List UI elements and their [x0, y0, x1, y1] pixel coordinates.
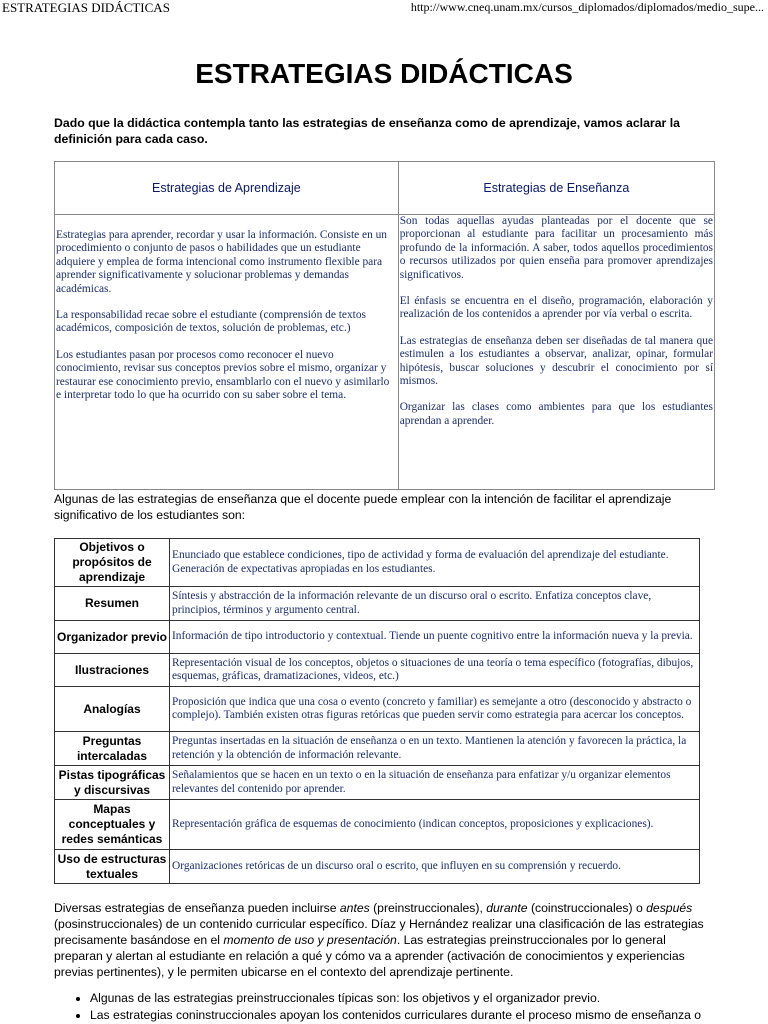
header-page-title: ESTRATEGIAS DIDÁCTICAS [2, 0, 170, 15]
strategy-row [55, 687, 700, 732]
ensenanza-cell [398, 215, 714, 490]
col-header-ensenanza: Estrategias de Enseñanza [398, 162, 714, 215]
aprendizaje-cell [55, 215, 399, 490]
strategy-term: Uso de estructuras textuales [55, 850, 170, 884]
strategy-row [55, 732, 700, 766]
strategy-row [55, 587, 700, 621]
aprendizaje-paragraph: Estrategias para aprender, recordar y usar la información. Consiste en un procedimiento o conjunto de pasos o habilidades que un estudiante adquiere y emplea de forma intencional como instrumento flexible para aprender significativamente y solucionar problemas y demandas académicas. [56, 229, 388, 295]
aprendizaje-paragraph: La responsabilidad recae sobre el estudiante (comprensión de textos académicos, composición de textos, solución de problemas, etc.) [56, 309, 366, 335]
list-item: • Las estrategias coninstruccionales apoyan los contenidos curriculares durante el proceso mismo de enseñanza o [90, 1007, 752, 1024]
strategy-definition: Preguntas insertadas en la situación de enseñanza o en un texto. Mantienen la atención y favorecen la práctica, la retención y la obtención de información relevante. [170, 732, 700, 766]
strategy-row [55, 850, 700, 884]
strategy-term: Mapas conceptuales y redes semánticas [55, 800, 170, 850]
strategy-term: Objetivos o propósitos de aprendizaje [55, 539, 170, 587]
ensenanza-paragraph: Organizar las clases como ambientes para que los estudiantes aprendan a aprender. [399, 401, 713, 427]
strategy-definition: Proposición que indica que una cosa o evento (concreto y familiar) es semejante a otro (desconocido y abstracto o complejo). También existen otras figuras retóricas que pueden servir como estrategia para acercar los conceptos. [170, 687, 700, 732]
strategy-definition: Señalamientos que se hacen en un texto o en la situación de enseñanza para enfatizar y/u organizar elementos relevantes del contenido por aprender. [170, 766, 700, 800]
strategy-row [55, 800, 700, 850]
emphasis-despues: después [646, 901, 693, 915]
strategy-definition: Enunciado que establece condiciones, tipo de actividad y forma de evaluación del aprendizaje del estudiante. Generación de expectativas apropiadas en los estudiantes. [170, 539, 700, 587]
strategy-term: Preguntas intercaladas [55, 732, 170, 766]
strategy-row [55, 766, 700, 800]
strategy-row [55, 539, 700, 587]
timing-paragraph [54, 900, 716, 980]
strategy-definition: Representación visual de los conceptos, objetos o situaciones de una teoría o tema específico (fotografías, dibujos, esquemas, gráficas, dramatizaciones, videos, etc.) [170, 654, 700, 687]
strategy-definition: Organizaciones retóricas de un discurso oral o escrito, que influyen en su comprensión y recuerdo. [170, 850, 700, 884]
strategy-row [55, 654, 700, 687]
strategy-bullets [54, 990, 752, 1024]
emphasis-momento: momento de uso y presentación [223, 933, 397, 947]
strategies-table [54, 538, 700, 884]
text-run: (posinstruccionales) de un contenido curricular específico. Díaz y Hernández realizar una clasificación de las estrategias precisamente basándose en el [54, 917, 704, 947]
emphasis-antes: antes [339, 901, 370, 915]
strategies-lead-paragraph: Algunas de las estrategias de enseñanza que el docente puede emplear con la intención de facilitar el aprendizaje significativo de los estudiantes son: [54, 492, 672, 522]
header-url[interactable]: http://www.cneq.unam.mx/cursos_diplomados/diplomados/medio_supe... [410, 0, 764, 14]
text-run: (coinstruccionales) o [527, 901, 647, 915]
strategy-row [55, 621, 700, 654]
strategy-term: Organizador previo [55, 621, 170, 654]
list-item: • Algunas de las estrategias preinstruccionales típicas son: los objetivos y el organizador previo. [90, 990, 752, 1007]
aprendizaje-paragraph: Los estudiantes pasan por procesos como reconocer el nuevo conocimiento, revisar sus conceptos previos sobre el mismo, organizar y restaurar ese conocimiento previo, ensamblarlo con el nuevo y asimilarlo e interpretar todo lo que ha ocurrido con su saber sobre el tema. [56, 348, 390, 402]
strategy-term: Ilustraciones [55, 654, 170, 687]
strategy-definition: Información de tipo introductorio y contextual. Tiende un puente cognitivo entre la información nueva y la previa. [170, 621, 700, 654]
ensenanza-paragraph: Las estrategias de enseñanza deben ser diseñadas de tal manera que estimulen a los estudiantes a observar, analizar, opinar, formular hipótesis, buscar soluciones y descubrir el conocimiento por sí mismos. [399, 334, 713, 388]
strategy-definition: Síntesis y abstracción de la información relevante de un discurso oral o escrito. Enfatiza conceptos clave, principios, términos y argumento central. [170, 587, 700, 621]
ensenanza-paragraph: Son todas aquellas ayudas planteadas por el docente que se proporcionan al estudiante para facilitar un procesamiento más profundo de la información. A saber, todos aquellos procedimientos o recursos utilizados por quien enseña para promover aprendizajes significativos. [399, 215, 713, 281]
text-run: (preinstruccionales), [369, 901, 487, 915]
strategy-term: Resumen [55, 587, 170, 621]
strategy-term: Analogías [55, 687, 170, 732]
col-header-aprendizaje: Estrategias de Aprendizaje [55, 162, 399, 215]
comparison-table [54, 161, 715, 490]
page-title: ESTRATEGIAS DIDÁCTICAS [195, 58, 573, 89]
intro-paragraph: Dado que la didáctica contempla tanto las estrategias de enseñanza como de aprendizaje, vamos aclarar la definición para cada caso. [54, 116, 681, 146]
text-run: . Las estrategias preinstruccionales por lo general preparan y alertan al estudiante en relación a qué y cómo va a aprender (activación de conocimientos y experiencias previas pertinentes), y le permiten ubicarse en el contexto del aprendizaje pertinente. [54, 933, 685, 979]
ensenanza-paragraph: El énfasis se encuentra en el diseño, programación, elaboración y realización de los contenidos a aprender por vía verbal o escrita. [399, 295, 713, 321]
strategy-term: Pistas tipográficas y discursivas [55, 766, 170, 800]
text-run: Diversas estrategias de enseñanza pueden incluirse [54, 901, 340, 915]
emphasis-durante: durante [486, 901, 528, 915]
strategy-definition: Representación gráfica de esquemas de conocimiento (indican conceptos, proposiciones y explicaciones). [170, 800, 700, 850]
